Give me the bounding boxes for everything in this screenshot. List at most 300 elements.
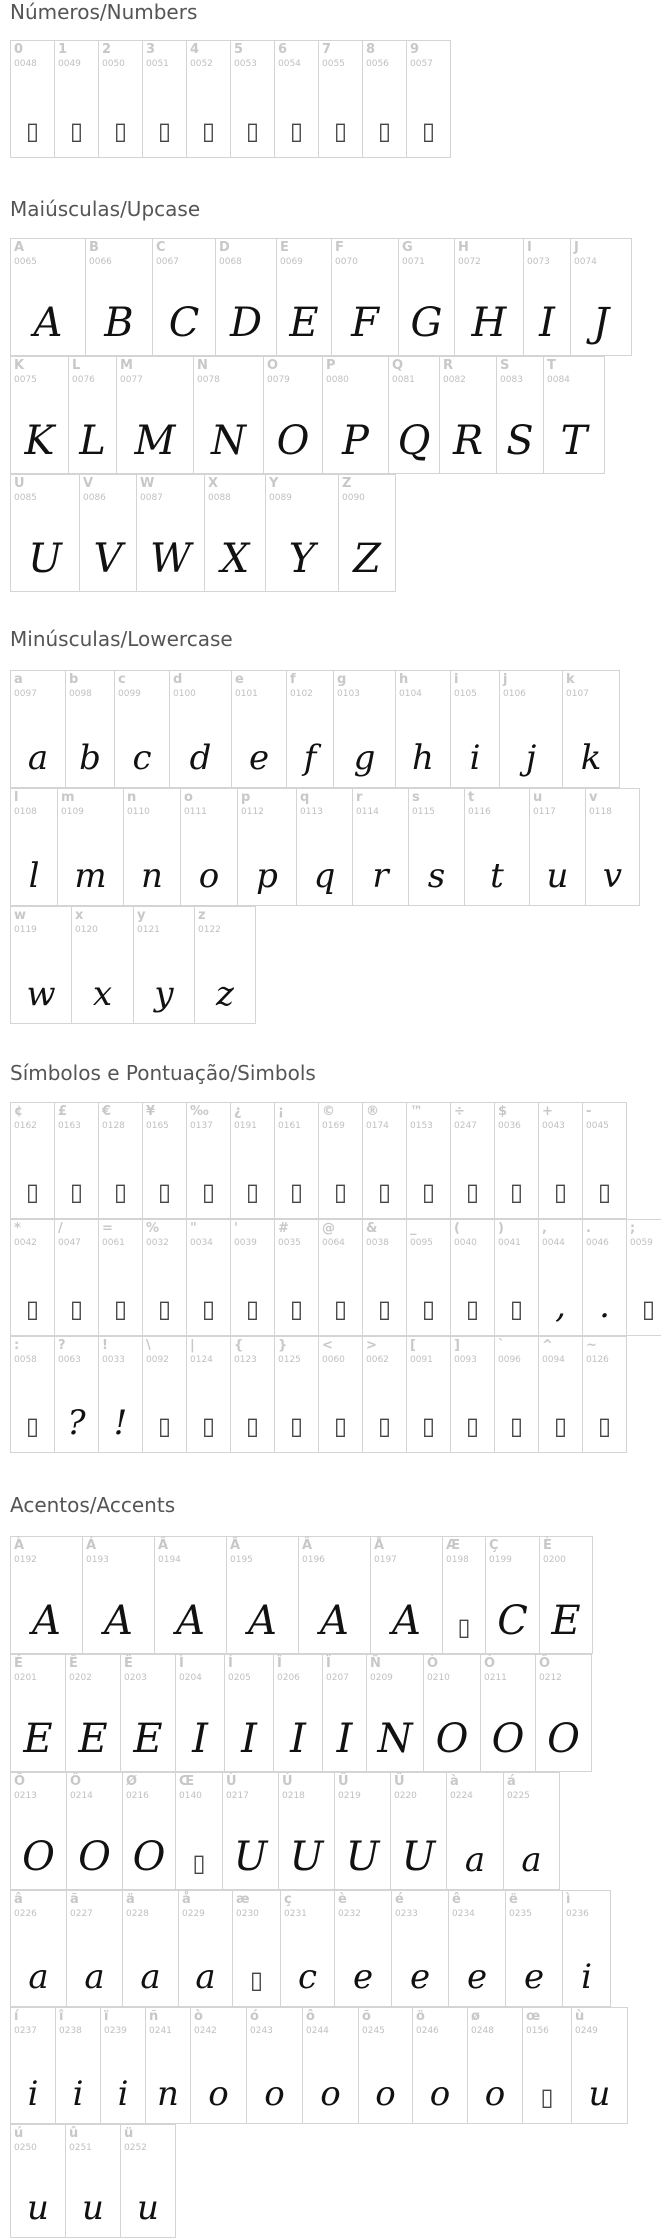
missing-glyph-icon: ▯ <box>553 1412 568 1440</box>
missing-glyph-icon: ▯ <box>245 117 260 145</box>
section-title-accents: Acentos/Accents <box>10 1493 176 1517</box>
glyph-cell <box>230 40 275 158</box>
missing-glyph-icon: ▯ <box>192 1849 206 1877</box>
glyph-label: t <box>468 790 475 805</box>
glyph-label: Ç <box>489 1538 499 1553</box>
glyph-label: ï <box>104 2009 109 2024</box>
glyph-cell <box>450 670 500 788</box>
glyph-cell <box>318 1336 363 1453</box>
glyph-label: ) <box>498 1221 504 1236</box>
glyph-sample: Q <box>397 418 431 464</box>
glyph-code: 0200 <box>543 1555 566 1565</box>
glyph-code: 0041 <box>498 1238 521 1248</box>
glyph-code: 0070 <box>335 257 358 267</box>
glyph-cell <box>302 2007 359 2124</box>
missing-glyph-icon: ▯ <box>157 117 172 145</box>
glyph-cell <box>406 1102 451 1219</box>
glyph-label: B <box>89 240 99 255</box>
glyph-sample: I <box>336 1716 353 1762</box>
glyph-label: æ <box>236 1892 250 1907</box>
glyph-cell <box>120 2124 176 2238</box>
glyph-code: 0077 <box>120 375 143 385</box>
glyph-sample: n <box>141 856 163 896</box>
missing-glyph-icon: ▯ <box>509 1295 524 1323</box>
glyph-cell <box>274 1336 319 1453</box>
glyph-code: 0042 <box>14 1238 37 1248</box>
glyph-cell <box>406 1219 451 1336</box>
missing-glyph-icon: ▯ <box>201 1178 216 1206</box>
glyph-code: 0199 <box>489 1555 512 1565</box>
glyph-label: / <box>58 1221 63 1236</box>
glyph-label: g <box>337 672 347 687</box>
glyph-cell <box>450 1102 495 1219</box>
glyph-code: 0111 <box>184 807 207 817</box>
glyph-cell <box>265 474 339 592</box>
glyph-code: 0227 <box>70 1909 93 1919</box>
glyph-code: 0162 <box>14 1121 37 1131</box>
glyph-code: 0108 <box>14 807 37 817</box>
glyph-sample: ! <box>113 1403 128 1443</box>
glyph-code: 0224 <box>450 1791 473 1801</box>
glyph-cell <box>395 670 451 788</box>
glyph-label: , <box>542 1221 547 1236</box>
glyph-label: n <box>127 790 137 805</box>
glyph-cell <box>388 356 440 474</box>
glyph-cell <box>442 1536 486 1654</box>
glyph-sample: b <box>79 738 101 778</box>
glyph-sample: o <box>484 2074 506 2114</box>
glyph-label: ™ <box>410 1104 423 1119</box>
glyph-code: 0040 <box>454 1238 477 1248</box>
glyph-cell <box>98 40 143 158</box>
glyph-code: 0061 <box>102 1238 125 1248</box>
glyph-sample: j <box>525 738 537 778</box>
glyph-sample: k <box>580 738 602 778</box>
glyph-cell <box>412 2007 468 2124</box>
glyph-code: 0209 <box>370 1673 393 1683</box>
glyph-cell <box>152 238 216 356</box>
glyph-label: Œ <box>179 1774 195 1789</box>
glyph-cell <box>582 1336 627 1453</box>
glyph-row <box>10 670 619 788</box>
glyph-cell <box>391 1890 449 2007</box>
glyph-code: 0243 <box>250 2026 273 2036</box>
glyph-sample: A <box>32 1598 61 1644</box>
glyph-cell <box>186 1102 231 1219</box>
glyph-sample: U <box>289 1834 324 1880</box>
glyph-sample: z <box>216 974 234 1014</box>
glyph-cell <box>626 1219 661 1336</box>
missing-glyph-icon: ▯ <box>641 1295 656 1323</box>
glyph-label: û <box>69 2126 79 2141</box>
glyph-cell <box>503 1772 560 1890</box>
glyph-cell <box>122 1772 176 1890</box>
glyph-cell <box>142 1336 187 1453</box>
glyph-cell <box>142 1219 187 1336</box>
glyph-cell <box>10 2124 66 2238</box>
glyph-code: 0103 <box>337 689 360 699</box>
glyph-label: ‰ <box>190 1104 209 1119</box>
glyph-code: 0225 <box>507 1791 530 1801</box>
glyph-code: 0051 <box>146 59 169 69</box>
glyph-cell <box>585 788 640 906</box>
glyph-sample: o <box>208 2074 229 2114</box>
glyph-cell <box>10 1336 55 1453</box>
glyph-sample: i <box>469 738 481 778</box>
glyph-cell <box>186 40 231 158</box>
glyph-row <box>10 1219 661 1336</box>
glyph-sample: O <box>547 1716 580 1762</box>
glyph-cell <box>499 670 563 788</box>
missing-glyph-icon: ▯ <box>201 117 216 145</box>
glyph-label: : <box>14 1338 20 1353</box>
glyph-cell <box>231 670 287 788</box>
glyph-cell <box>71 906 134 1024</box>
glyph-cell <box>352 788 409 906</box>
glyph-cell <box>450 1219 495 1336</box>
glyph-cell <box>79 474 137 592</box>
glyph-cell <box>133 906 195 1024</box>
glyph-label: h <box>399 672 409 687</box>
glyph-cell <box>10 1536 83 1654</box>
glyph-code: 0090 <box>342 493 365 503</box>
glyph-row <box>10 1336 626 1453</box>
glyph-label: e <box>235 672 244 687</box>
glyph-cell <box>54 1102 99 1219</box>
missing-glyph-icon: ▯ <box>421 1412 436 1440</box>
glyph-label: F <box>335 240 344 255</box>
glyph-code: 0228 <box>126 1909 149 1919</box>
glyph-sample: V <box>93 536 123 582</box>
glyph-label: Î <box>277 1656 282 1671</box>
glyph-sample: A <box>33 300 63 346</box>
glyph-label: { <box>234 1338 244 1353</box>
missing-glyph-icon: ▯ <box>597 1178 612 1206</box>
missing-glyph-icon: ▯ <box>157 1412 172 1440</box>
glyph-cell <box>406 1336 451 1453</box>
glyph-code: 0076 <box>72 375 95 385</box>
glyph-code: 0038 <box>366 1238 389 1248</box>
glyph-code: 0128 <box>102 1121 125 1131</box>
glyph-cell <box>10 788 58 906</box>
glyph-cell <box>523 238 571 356</box>
glyph-sample: r <box>372 856 389 896</box>
glyph-label: r <box>356 790 363 805</box>
missing-glyph-icon: ▯ <box>113 1295 128 1323</box>
glyph-row <box>10 1102 626 1219</box>
glyph-code: 0165 <box>146 1121 169 1131</box>
glyph-label: j <box>503 672 508 687</box>
glyph-sample: d <box>189 738 212 778</box>
glyph-code: 0056 <box>366 59 389 69</box>
glyph-code: 0102 <box>290 689 313 699</box>
glyph-cell <box>562 1890 611 2007</box>
glyph-label: | <box>190 1338 195 1353</box>
missing-glyph-icon: ▯ <box>333 1178 348 1206</box>
glyph-label: u <box>533 790 543 805</box>
glyph-label: Û <box>338 1774 349 1789</box>
glyph-code: 0235 <box>509 1909 532 1919</box>
glyph-code: 0071 <box>402 257 425 267</box>
glyph-code: 0245 <box>362 2026 385 2036</box>
glyph-label: í <box>14 2009 19 2024</box>
glyph-label: õ <box>362 2009 371 2024</box>
glyph-cell <box>322 1654 367 1772</box>
glyph-label: ' <box>234 1221 238 1236</box>
glyph-code: 0039 <box>234 1238 257 1248</box>
glyph-cell <box>370 1536 443 1654</box>
glyph-cell <box>296 788 353 906</box>
glyph-cell <box>175 1772 223 1890</box>
glyph-label: v <box>589 790 598 805</box>
glyph-cell <box>123 788 181 906</box>
glyph-label: Ô <box>539 1656 551 1671</box>
glyph-sample: n <box>157 2074 179 2114</box>
glyph-label: 9 <box>410 42 420 57</box>
glyph-sample: y <box>154 974 174 1014</box>
glyph-label: - <box>586 1104 592 1119</box>
glyph-sample: v <box>602 856 623 896</box>
glyph-cell <box>331 238 399 356</box>
glyph-row <box>10 1772 559 1890</box>
glyph-sample: i <box>27 2074 39 2114</box>
glyph-cell <box>186 1219 231 1336</box>
glyph-sample: a <box>464 1840 486 1880</box>
glyph-sample: a <box>195 1957 216 1997</box>
glyph-sample: m <box>74 856 107 896</box>
glyph-label: ë <box>509 1892 518 1907</box>
glyph-code: 0081 <box>392 375 415 385</box>
glyph-cell <box>390 1772 447 1890</box>
glyph-code: 0123 <box>234 1355 257 1365</box>
glyph-code: 0239 <box>104 2026 127 2036</box>
glyph-label: Ö <box>70 1774 82 1789</box>
glyph-sample: O <box>491 1716 525 1762</box>
glyph-label: ÷ <box>454 1104 465 1119</box>
glyph-label: 3 <box>146 42 156 57</box>
glyph-code: 0034 <box>190 1238 213 1248</box>
missing-glyph-icon: ▯ <box>245 1178 260 1206</box>
glyph-code: 0050 <box>102 59 125 69</box>
glyph-label: É <box>14 1656 23 1671</box>
glyph-sample: A <box>104 1598 133 1644</box>
glyph-row <box>10 1890 610 2007</box>
glyph-label: < <box>322 1338 333 1353</box>
glyph-label: Á <box>86 1538 97 1553</box>
glyph-cell <box>446 1772 504 1890</box>
glyph-label: ç <box>284 1892 292 1907</box>
glyph-code: 0066 <box>89 257 112 267</box>
glyph-code: 0110 <box>127 807 150 817</box>
glyph-sample: A <box>392 1598 421 1644</box>
glyph-sample: U <box>345 1834 380 1880</box>
glyph-label: 5 <box>234 42 244 57</box>
glyph-cell <box>562 670 620 788</box>
glyph-code: 0087 <box>140 493 163 503</box>
glyph-cell <box>10 1102 55 1219</box>
glyph-cell <box>286 670 334 788</box>
glyph-cell <box>480 1654 536 1772</box>
glyph-label: x <box>75 908 84 923</box>
glyph-cell <box>54 40 99 158</box>
glyph-code: 0068 <box>219 257 242 267</box>
glyph-label: ~ <box>586 1338 597 1353</box>
glyph-cell <box>333 670 396 788</box>
glyph-code: 0201 <box>14 1673 37 1683</box>
glyph-label: q <box>300 790 310 805</box>
glyph-cell <box>65 670 115 788</box>
glyph-code: 0099 <box>118 689 141 699</box>
glyph-code: 0197 <box>374 1555 397 1565</box>
glyph-label: i <box>454 672 459 687</box>
glyph-label: à <box>450 1774 459 1789</box>
glyph-code: 0204 <box>179 1673 202 1683</box>
glyph-row <box>10 2007 627 2124</box>
missing-glyph-icon: ▯ <box>509 1412 524 1440</box>
glyph-sample: e <box>409 1957 431 1997</box>
glyph-cell <box>485 1536 540 1654</box>
glyph-label: f <box>290 672 296 687</box>
glyph-label: ? <box>58 1338 66 1353</box>
glyph-code: 0125 <box>278 1355 301 1365</box>
glyph-cell <box>494 1336 539 1453</box>
glyph-label: ã <box>70 1892 79 1907</box>
glyph-cell <box>120 1654 176 1772</box>
glyph-label: è <box>338 1892 347 1907</box>
missing-glyph-icon: ▯ <box>377 1295 392 1323</box>
glyph-cell <box>85 238 153 356</box>
glyph-cell <box>450 1336 495 1453</box>
glyph-cell <box>298 1536 371 1654</box>
glyph-label: é <box>395 1892 404 1907</box>
missing-glyph-icon: ▯ <box>289 1412 304 1440</box>
glyph-cell <box>274 1219 319 1336</box>
glyph-code: 0250 <box>14 2143 37 2153</box>
glyph-code: 0080 <box>326 375 349 385</box>
glyph-code: 0252 <box>124 2143 147 2153</box>
glyph-label: 1 <box>58 42 68 57</box>
glyph-code: 0229 <box>182 1909 205 1919</box>
glyph-sample: E <box>78 1716 108 1762</box>
glyph-label: ö <box>416 2009 425 2024</box>
glyph-code: 0074 <box>574 257 597 267</box>
glyph-sample: o <box>264 2074 285 2114</box>
glyph-cell <box>358 2007 413 2124</box>
glyph-label: Ø <box>126 1774 138 1789</box>
glyph-code: 0045 <box>586 1121 609 1131</box>
glyph-code: 0119 <box>14 925 37 935</box>
glyph-sample: O <box>132 1834 166 1880</box>
glyph-code: 0095 <box>410 1238 433 1248</box>
missing-glyph-icon: ▯ <box>553 1178 568 1206</box>
glyph-sample: E <box>133 1716 163 1762</box>
glyph-code: 0226 <box>14 1909 37 1919</box>
missing-glyph-icon: ▯ <box>333 1412 348 1440</box>
missing-glyph-icon: ▯ <box>201 1295 216 1323</box>
glyph-code: 0196 <box>302 1555 325 1565</box>
glyph-sample: C <box>168 300 200 346</box>
glyph-sample: B <box>104 300 134 346</box>
glyph-code: 0213 <box>14 1791 37 1801</box>
glyph-sample: I <box>539 300 555 346</box>
glyph-label: k <box>566 672 575 687</box>
glyph-label: 8 <box>366 42 376 57</box>
glyph-cell <box>237 788 297 906</box>
glyph-sample: D <box>229 300 263 346</box>
glyph-code: 0109 <box>61 807 84 817</box>
glyph-code: 0203 <box>124 1673 147 1683</box>
glyph-cell <box>529 788 586 906</box>
glyph-code: 0118 <box>589 807 612 817</box>
glyph-sample: G <box>410 300 443 346</box>
glyph-row <box>10 1654 591 1772</box>
glyph-code: 0169 <box>322 1121 345 1131</box>
glyph-label: . <box>586 1221 591 1236</box>
missing-glyph-icon: ▯ <box>333 1295 348 1323</box>
glyph-row <box>10 788 639 906</box>
glyph-code: 0247 <box>454 1121 477 1131</box>
glyph-code: 0035 <box>278 1238 301 1248</box>
missing-glyph-icon: ▯ <box>289 1178 304 1206</box>
glyph-sample: O <box>435 1716 469 1762</box>
glyph-row <box>10 906 255 1024</box>
glyph-sample: u <box>27 2188 49 2228</box>
glyph-cell <box>10 906 72 1024</box>
glyph-label: Æ <box>446 1538 461 1553</box>
glyph-cell <box>10 670 66 788</box>
glyph-code: 0117 <box>533 807 556 817</box>
glyph-label: ñ <box>149 2009 159 2024</box>
glyph-code: 0244 <box>306 2026 329 2036</box>
glyph-cell <box>494 1102 539 1219</box>
glyph-label: å <box>182 1892 191 1907</box>
glyph-label: ¿ <box>234 1104 242 1119</box>
glyph-label: c <box>118 672 126 687</box>
glyph-label: ! <box>102 1338 108 1353</box>
glyph-code: 0140 <box>179 1791 202 1801</box>
glyph-cell <box>178 1890 233 2007</box>
glyph-code: 0060 <box>322 1355 345 1365</box>
glyph-cell <box>194 906 256 1024</box>
glyph-label: H <box>458 240 469 255</box>
glyph-cell <box>222 1772 279 1890</box>
glyph-code: 0116 <box>468 807 491 817</box>
glyph-code: 0097 <box>14 689 37 699</box>
glyph-sample: U <box>233 1834 268 1880</box>
glyph-cell <box>10 1890 67 2007</box>
glyph-cell <box>215 238 277 356</box>
glyph-cell <box>398 238 455 356</box>
glyph-code: 0082 <box>443 375 466 385</box>
glyph-code: 0032 <box>146 1238 169 1248</box>
glyph-code: 0211 <box>484 1673 507 1683</box>
glyph-label: p <box>241 790 251 805</box>
glyph-cell <box>538 1336 583 1453</box>
glyph-label: ¥ <box>146 1104 156 1119</box>
glyph-label: € <box>102 1104 112 1119</box>
glyph-code: 0218 <box>282 1791 305 1801</box>
glyph-code: 0121 <box>137 925 160 935</box>
glyph-label: Ï <box>326 1656 331 1671</box>
glyph-sample: o <box>429 2074 451 2114</box>
glyph-code: 0091 <box>410 1355 433 1365</box>
glyph-sample: u <box>82 2188 104 2228</box>
glyph-cell <box>318 40 363 158</box>
glyph-code: 0210 <box>427 1673 450 1683</box>
missing-glyph-icon: ▯ <box>289 117 304 145</box>
glyph-sample: e <box>248 738 270 778</box>
glyph-label: # <box>278 1221 289 1236</box>
